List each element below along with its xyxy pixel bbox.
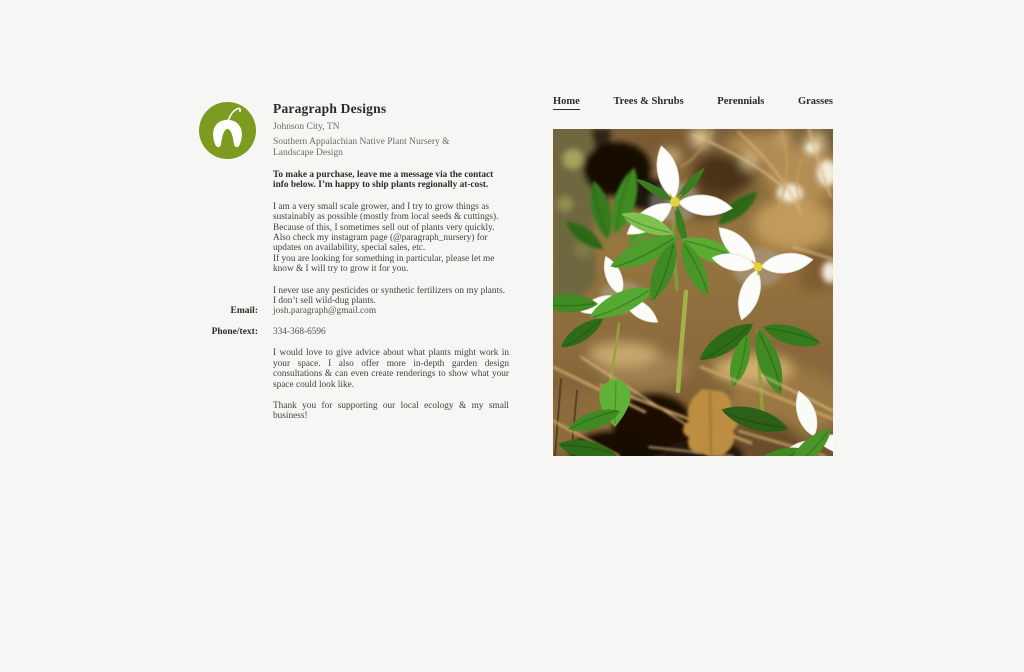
nav-item-home[interactable]: Home xyxy=(553,96,580,110)
trillium-photo-illustration xyxy=(553,129,833,456)
phone-label: Phone/text: xyxy=(211,326,258,337)
thanks-note: Thank you for supporting our local ecology & my small business! xyxy=(273,400,509,422)
main-nav xyxy=(553,96,833,110)
trillium-photo xyxy=(553,129,833,456)
design-services-note: I would love to give advice about what plants might work in your space. I also offer more in-depth garden design consultations & can even create renderings to show what your space could look like. xyxy=(273,348,509,390)
purchase-note: To make a purchase, leave me a message via the contact info below. I’m happy to ship plants regionally at-cost. xyxy=(273,170,494,191)
practices-note: I never use any pesticides or synthetic fertilizers on my plants. I don’t sell wild-dug plants. xyxy=(273,285,506,307)
info-column xyxy=(211,170,509,422)
sprouting-seed-icon xyxy=(199,102,256,159)
site-title: Paragraph Designs xyxy=(273,101,387,116)
brand-tagline: Southern Appalachian Native Plant Nursery & Landscape Design xyxy=(273,137,450,158)
email-row xyxy=(230,306,509,317)
phone-value: 334-368-6596 xyxy=(273,326,326,337)
brand-logo[interactable] xyxy=(199,102,256,159)
email-link[interactable]: josh.paragraph@gmail.com xyxy=(273,306,377,317)
about-grower-note: I am a very small scale grower, and I try to grow things as sustainably as possible (mostly from local seeds & cuttings). Because of this, I sometimes sell out of plants very quickly. Also check my instagram page (@paragraph_nursery) for updates on availability, special sales, etc. xyxy=(273,201,499,254)
nav-item-grasses[interactable]: Grasses xyxy=(797,96,833,107)
request-note: If you are looking for something in particular, please let me know & I will try to grow it for you. xyxy=(273,253,495,275)
nav-item-trees-shrubs[interactable]: Trees & Shrubs xyxy=(613,96,684,107)
phone-row xyxy=(211,326,509,337)
email-label: Email: xyxy=(230,306,258,317)
brand-location: Johnson City, TN xyxy=(273,122,340,132)
nav-item-perennials[interactable]: Perennials xyxy=(717,96,765,107)
